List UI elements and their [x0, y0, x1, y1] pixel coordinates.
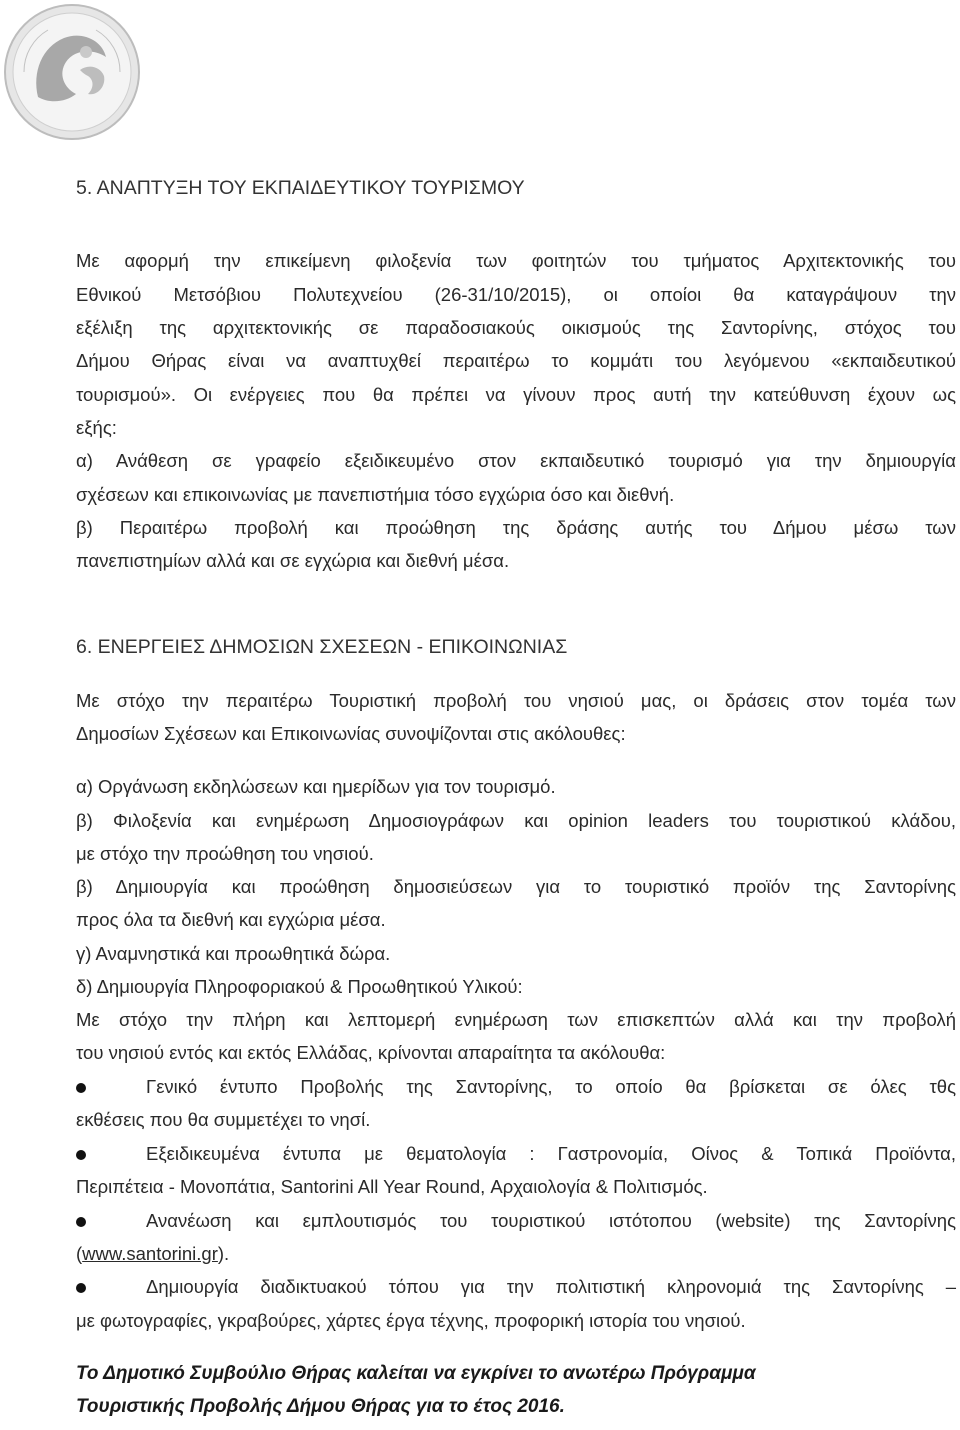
section-5-line: πανεπιστημίων αλλά και σε εγχώρια και διεθνή μέσα.	[76, 550, 510, 571]
section-6-intro-line: Με στόχο την περαιτέρω Τουριστική προβολή του νησιού μας, οι δράσεις στον τομέα των	[76, 690, 956, 711]
bullet-icon	[76, 1083, 86, 1093]
closing-line: Τουριστικής Προβολής Δήμου Θήρας για το έτος 2016.	[76, 1396, 565, 1417]
bullet-line: Ανανέωση και εμπλουτισμός του τουριστικού ιστότοπου (website) της Σαντορίνης	[146, 1210, 956, 1231]
section-6-item: με στόχο την προώθηση του νησιού.	[76, 843, 374, 864]
section-5-line: β) Περαιτέρω προβολή και προώθηση της δράσης αυτής του Δήμου μέσω των	[76, 517, 956, 538]
bullet-line: Περιπέτεια - Μονοπάτια, Santorini All Year Round, Αρχαιολογία & Πολιτισμός.	[76, 1176, 708, 1197]
bullet-line: με φωτογραφίες, γκραβούρες, χάρτες έργα τέχνης, προφορική ιστορία του νησιού.	[76, 1310, 746, 1331]
section-5-line: α) Ανάθεση σε γραφείο εξειδικευμένο στον εκπαιδευτικό τουρισμό για την δημιουργία	[76, 450, 956, 471]
bullet-line: Εξειδικευμένα έντυπα με θεματολογία : Γαστρονομία, Οίνος & Τοπικά Προϊόντα,	[146, 1143, 956, 1164]
section-6-intro-line: Δημοσίων Σχέσεων και Επικοινωνίας συνοψίζονται στις ακόλουθες:	[76, 723, 626, 744]
link-suffix: ).	[217, 1243, 230, 1264]
bullet-line: Γενικό έντυπο Προβολής της Σαντορίνης, το οποίο θα βρίσκεται σε όλες τθς	[146, 1076, 956, 1097]
website-link[interactable]: www.santorini.gr	[82, 1243, 218, 1264]
bullet-icon	[76, 1217, 86, 1227]
section-5-line: εξέλιξη της αρχιτεκτονικής σε παραδοσιακούς οικισμούς της Σαντορίνης, στόχος του	[76, 317, 956, 338]
section-5-line: Δήμου Θήρας είναι να αναπτυχθεί περαιτέρω το κομμάτι του λεγόμενου «εκπαιδευτικού	[76, 350, 956, 371]
section-6-item: γ) Αναμνηστικά και προωθητικά δώρα.	[76, 943, 391, 964]
section-6-title: 6. ΕΝΕΡΓΕΙΕΣ ΔΗΜΟΣΙΩΝ ΣΧΕΣΕΩΝ - ΕΠΙΚΟΙΝΩΝΙΑΣ	[76, 636, 568, 658]
bullet-icon	[76, 1150, 86, 1160]
section-6-item: β) Φιλοξενία και ενημέρωση Δημοσιογράφων και opinion leaders του τουριστικού κλάδου,	[76, 810, 956, 831]
section-6-item: Με στόχο την πλήρη και λεπτομερή ενημέρωση των επισκεπτών αλλά και την προβολή	[76, 1009, 956, 1030]
section-5-line: Εθνικού Μετσόβιου Πολυτεχνείου (26-31/10/2015), οι οποίοι θα καταγράψουν την	[76, 284, 956, 305]
section-6-item: δ) Δημιουργία Πληροφοριακού & Προωθητικού Υλικού:	[76, 976, 523, 997]
section-6-item: α) Οργάνωση εκδηλώσεων και ημερίδων για τον τουρισμό.	[76, 776, 556, 797]
section-5-title: 5. ΑΝΑΠΤΥΞΗ ΤΟΥ ΕΚΠΑΙΔΕΥΤΙΚΟΥ ΤΟΥΡΙΣΜΟΥ	[76, 177, 525, 199]
bullet-line	[76, 1243, 229, 1265]
section-6-item: του νησιού εντός και εκτός Ελλάδας, κρίνονται απαραίτητα τα ακόλουθα:	[76, 1042, 666, 1063]
bullet-icon	[76, 1283, 86, 1293]
section-6-item: προς όλα τα διεθνή και εγχώρια μέσα.	[76, 909, 386, 930]
closing-line: Το Δημοτικό Συμβούλιο Θήρας καλείται να εγκρίνει το ανωτέρω Πρόγραμμα	[76, 1363, 756, 1384]
section-5-line: σχέσεων και επικοινωνίας με πανεπιστήμια τόσο εγχώρια όσο και διεθνή.	[76, 484, 675, 505]
bullet-line: Δημιουργία διαδικτυακού τόπου για την πολιτιστική κληρονομιά της Σαντορίνης –	[146, 1276, 956, 1297]
municipality-logo	[2, 2, 142, 142]
section-6-item: β) Δημιουργία και προώθηση δημοσιεύσεων για το τουριστικό προϊόν της Σαντορίνης	[76, 876, 956, 897]
section-5-line: τουρισμού». Οι ενέργειες που θα πρέπει να γίνουν προς αυτή την κατεύθυνση έχουν ως	[76, 384, 956, 405]
section-5-line: εξής:	[76, 417, 117, 438]
section-5-line: Με αφορμή την επικείμενη φιλοξενία των φοιτητών του τμήματος Αρχιτεκτονικής του	[76, 250, 956, 271]
bullet-line: εκθέσεις που θα συμμετέχει το νησί.	[76, 1109, 371, 1130]
link-prefix: (	[76, 1243, 83, 1264]
